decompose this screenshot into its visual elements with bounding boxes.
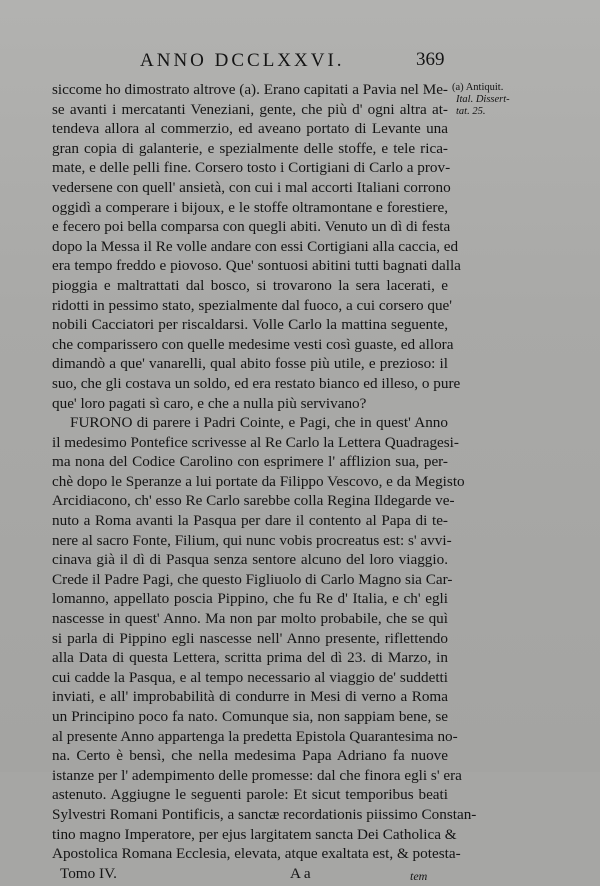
text-line: se avanti i mercatanti Veneziani, gente, che più d' ogni altra at- xyxy=(52,100,448,118)
text-line: nobili Cacciatori per riscaldarsi. Volle Carlo la mattina seguente, xyxy=(52,316,448,334)
text-line: vedersene con quell' ansietà, con cui i mal accorti Italiani corrono xyxy=(52,178,451,196)
text-line: Crede il Padre Pagi, che questo Figliuolo di Carlo Magno sia Car- xyxy=(52,570,453,588)
signature-mark: A a xyxy=(290,864,311,882)
text-line: chè dopo le Speranze a lui portate da Filippo Vescovo, e da Megisto xyxy=(52,472,465,490)
text-line: que' loro pagati sì caro, e che a nulla più servivano? xyxy=(52,394,367,412)
text-line: istanze per l' adempimento delle promesse: dal che finora egli s' era xyxy=(52,766,462,784)
tome-label: Tomo IV. xyxy=(60,864,117,882)
page-number: 369 xyxy=(416,49,445,70)
text-line: na. Certo è bensì, che nella medesima Papa Adriano fa nuove xyxy=(52,747,448,765)
text-line: nascesse in quest' Anno. Ma non par molto probabile, che se quì xyxy=(52,610,448,628)
text-line: tino magno Imperatore, per ejus largitatem sancta Dei Catholica & xyxy=(52,825,457,843)
text-line: FURONO di parere i Padri Cointe, e Pagi, che in quest' Anno xyxy=(70,414,448,432)
text-line: cinava già il dì di Pasqua senza sentore alcuno del loro viaggio. xyxy=(52,551,448,569)
text-line: il medesimo Pontefice scrivesse al Re Carlo la Lettera Quadragesi- xyxy=(52,433,459,451)
text-line: dopo la Messa il Re volle andare con essi Cortigiani alla caccia, ed xyxy=(52,237,459,255)
text-line: tendeva allora al commerzio, ed aveano portato di Levante una xyxy=(52,120,448,138)
text-line: era tempo freddo e piovoso. Que' sontuosi abitini tutti bagnati dalla xyxy=(52,257,461,275)
text-line: cui cadde la Pasqua, e al tempo necessario al viaggio de' suddetti xyxy=(52,668,448,686)
text-line: ridotti in pessimo stato, spezialmente dal fuoco, a cui corsero que' xyxy=(52,296,453,314)
text-line: che comparissero con quelle medesime vesti così guaste, ed allora xyxy=(52,335,454,353)
margin-note-line: (a) Antiquit. xyxy=(452,82,504,93)
text-line: dimandò a que' vanarelli, qual abito fosse più utile, e prezioso: il xyxy=(52,355,448,373)
text-line: inviati, e all' improbabilità di condurre in Mesi di verno a Roma xyxy=(52,688,448,706)
text-line: alla Data di questa Lettera, scritta prima del dì 23. di Marzo, in xyxy=(52,649,448,667)
text-line: siccome ho dimostrato altrove (a). Erano capitati a Pavia nel Me- xyxy=(52,81,448,98)
text-line: nere al sacro Fonte, Filium, qui nunc vobis procreatus est: s' avvi- xyxy=(52,531,452,549)
page-footer xyxy=(52,864,448,884)
margin-note-line: Ital. Dissert- xyxy=(456,94,510,105)
text-line: gran copia di galanterie, e spezialmente delle stoffe, e tele rica- xyxy=(52,139,448,157)
margin-note xyxy=(452,82,512,118)
text-line: un Principino poco fa nato. Comunque sia, non sappiam bene, se xyxy=(52,708,448,725)
text-line: pioggia e maltrattati dal bosco, si trovarono la sera lacerati, e xyxy=(52,276,448,294)
text-line: nuto a Roma avanti la Pasqua per dare il contento al Papa di te- xyxy=(52,512,448,530)
text-line: astenuto. Aggiugne le seguenti parole: Et sicut temporibus beati xyxy=(52,786,448,804)
margin-note-line: tat. 25. xyxy=(456,106,486,117)
text-line: Arcidiacono, ch' esso Re Carlo sarebbe colla Regina Ildegarde ve- xyxy=(52,492,455,510)
text-line: suo, che gli costava un soldo, ed era restato bianco ed illeso, o pure xyxy=(52,374,461,392)
text-line: e fecero poi bella comparsa con quegli abiti. Venuto un dì di festa xyxy=(52,218,451,236)
text-line: al presente Anno appartenga la predetta Epistola Quarantesima no- xyxy=(52,727,458,745)
text-line: si parla di Pippino egli nascesse nell' Anno presente, riflettendo xyxy=(52,629,448,647)
running-head: ANNO DCCLXXVI. xyxy=(140,50,345,71)
text-line: ma nona del Codice Carolino con esprimere l' afflizion sua, per- xyxy=(52,453,448,471)
catchword: tem xyxy=(410,868,428,883)
text-line: Sylvestri Romani Pontificis, a sanctæ recordationis piissimo Constan- xyxy=(52,805,477,823)
text-line: lomanno, appellato poscia Pippino, che fu Re d' Italia, e ch' egli xyxy=(52,590,448,608)
text-line: oggidì a comperare i bijoux, e le stoffe oltramontane e forestiere, xyxy=(52,198,448,216)
text-line: mate, e delle pelli fine. Corsero tosto i Cortigiani di Carlo a prov- xyxy=(52,159,451,177)
text-line: Apostolica Romana Ecclesia, elevata, atque exaltata est, & potesta- xyxy=(52,845,461,863)
